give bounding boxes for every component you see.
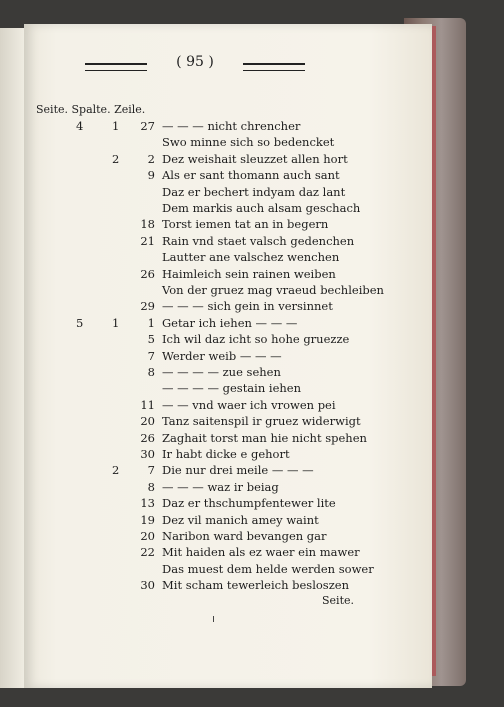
row-text: Getar ich iehen — — — — [162, 315, 298, 330]
row-text: Tanz saitenspil ir gruez widerwigt — [162, 414, 361, 429]
row-zeile: 26 — [140, 266, 155, 281]
page-header — [85, 54, 305, 78]
row-zeile: 9 — [147, 168, 155, 183]
row-text: Rain vnd staet valsch gedenchen — [162, 233, 355, 248]
row-text: — — — — zue sehen — [162, 365, 281, 379]
row-zeile: 20 — [140, 414, 155, 429]
row-text: Daz er thschumpfentewer lite — [162, 496, 336, 511]
catchword: Seite. — [322, 594, 354, 607]
row-spalte: 2 — [112, 463, 120, 478]
signature-mark — [213, 616, 214, 622]
row-zeile: 22 — [140, 545, 155, 560]
row-text: Zaghait torst man hie nicht spehen — [162, 430, 367, 445]
row-text: — — — sich gein in versinnet — [162, 299, 333, 314]
row-zeile: 30 — [140, 578, 155, 593]
row-text: Lautter ane valschez wenchen — [162, 250, 340, 265]
row-spalte: 1 — [112, 315, 120, 330]
row-zeile: 8 — [147, 365, 155, 379]
row-text: Als er sant thomann auch sant — [162, 168, 340, 183]
facing-page — [0, 28, 25, 688]
row-zeile: 26 — [140, 430, 155, 445]
row-zeile: 2 — [147, 151, 155, 166]
header-rule-right — [243, 63, 305, 71]
row-seite: 5 — [76, 315, 84, 330]
row-text: Mit scham tewerleich besloszen — [162, 578, 349, 593]
row-text: Naribon ward bevangen gar — [162, 529, 327, 543]
row-zeile: 5 — [147, 332, 155, 347]
row-zeile: 11 — [140, 397, 155, 412]
row-text: Torst iemen tat an in begern — [162, 217, 329, 232]
row-text: Dem markis auch alsam geschach — [162, 201, 361, 215]
row-zeile: 29 — [140, 299, 155, 314]
row-text: Ich wil daz icht so hohe gruezze — [162, 332, 350, 347]
row-text: — — — — gestain iehen — [162, 381, 302, 396]
row-text: Haimleich sein rainen weiben — [162, 266, 336, 281]
row-zeile: 30 — [140, 447, 155, 461]
row-text: Dez vil manich amey waint — [162, 512, 319, 527]
row-zeile: 20 — [140, 529, 155, 543]
row-zeile: 8 — [147, 479, 155, 494]
row-zeile: 1 — [147, 315, 155, 330]
page-number: ( 95 ) — [176, 54, 214, 70]
row-zeile: 21 — [140, 233, 155, 248]
row-text: Das muest dem helde werden sower — [162, 561, 374, 576]
row-zeile: 7 — [147, 463, 155, 478]
row-text: Von der gruez mag vraeud bechleiben — [162, 283, 384, 297]
row-text: Ir habt dicke e gehort — [162, 447, 290, 461]
row-text: Werder weib — — — — [162, 348, 282, 363]
row-text: Dez weishait sleuzzet allen hort — [162, 151, 348, 166]
row-zeile: 7 — [147, 348, 155, 363]
row-spalte: 2 — [112, 151, 120, 166]
row-text: Daz er bechert indyam daz lant — [162, 184, 346, 199]
row-seite: 4 — [76, 119, 84, 133]
row-zeile: 19 — [140, 512, 155, 527]
row-text: Die nur drei meile — — — — [162, 463, 314, 478]
row-zeile: 18 — [140, 217, 155, 232]
row-text: Swo minne sich so bedencket — [162, 135, 335, 150]
row-text: Mit haiden als ez waer ein mawer — [162, 545, 360, 560]
row-text: — — — nicht chrencher — [162, 119, 301, 133]
column-header: Seite. Spalte. Zeile. — [36, 103, 146, 116]
row-zeile: 27 — [140, 119, 155, 133]
row-text: — — — waz ir beiag — [162, 479, 279, 494]
row-text: — — vnd waer ich vrowen pei — [162, 397, 336, 412]
row-spalte: 1 — [112, 119, 120, 133]
row-zeile: 13 — [140, 496, 155, 511]
